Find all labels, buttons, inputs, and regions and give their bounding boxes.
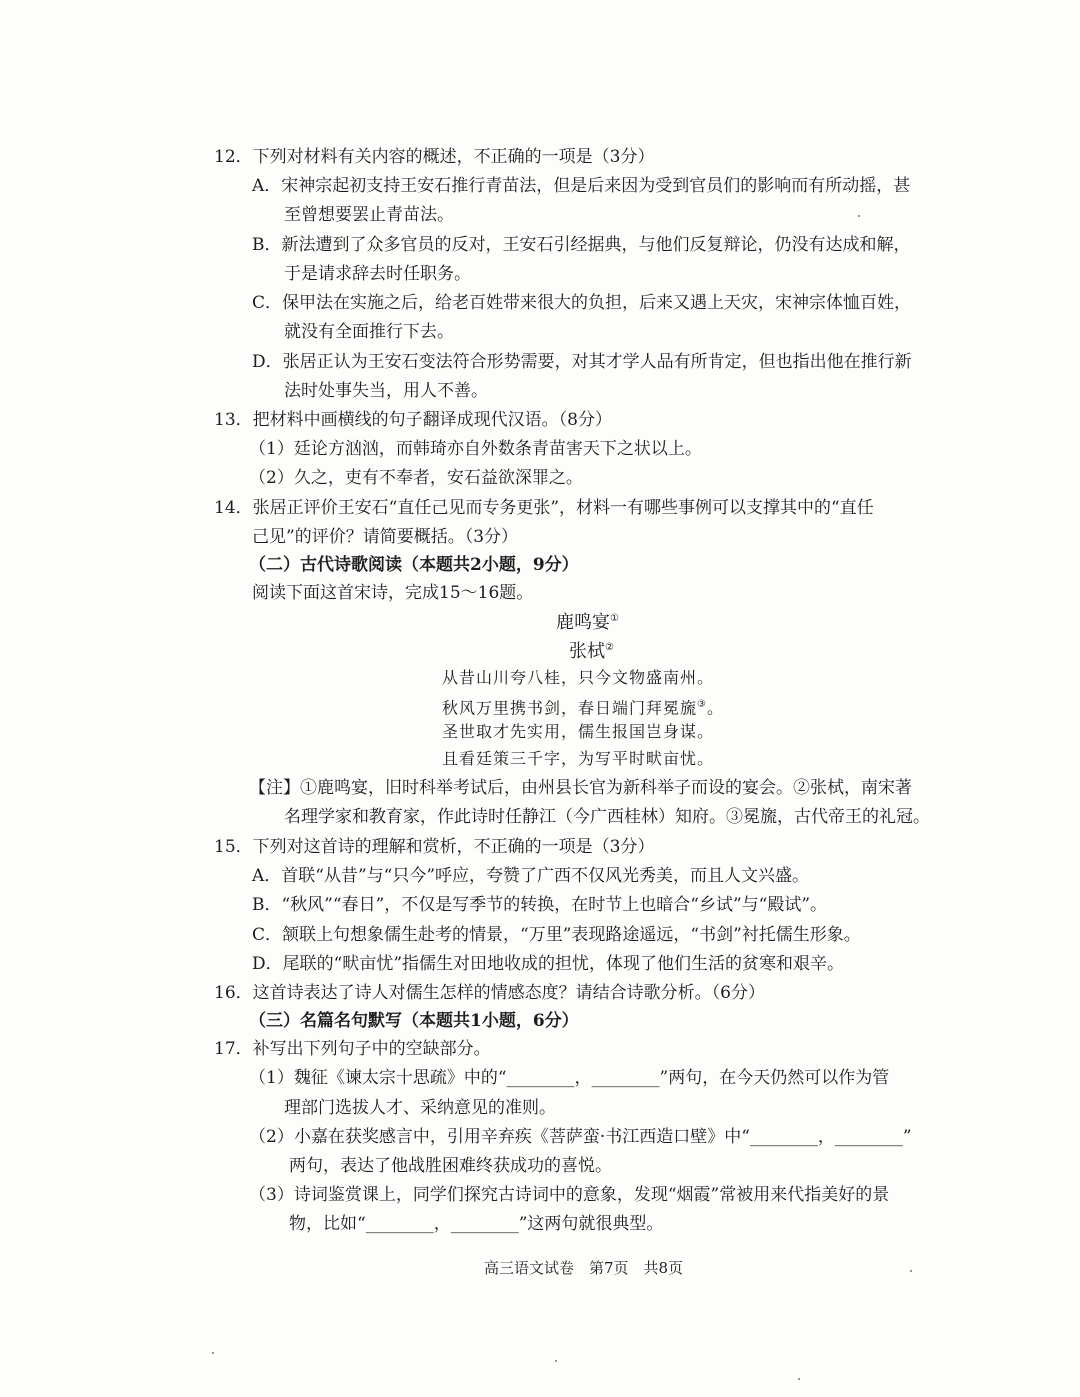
scan-speck xyxy=(798,1378,800,1380)
q12-option-d-cont: 法时处事失当，用人不善。 xyxy=(284,381,488,401)
q12-option-b: B．新法遭到了众多官员的反对，王安石引经据典，与他们反复辩论，仍没有达成和解， xyxy=(252,235,911,255)
q13-sentence-1: （1）廷论方汹汹，而韩琦亦自外数条青苗害天下之状以上。 xyxy=(249,439,702,459)
q15-option-a: A．首联“从昔”与“只今”呼应，夸赞了广西不仅风光秀美，而且人文兴盛。 xyxy=(252,866,810,886)
q14-stem: 14．张居正评价王安石“直任己见而专务更张”，材料一有哪些事例可以支撑其中的“直任 xyxy=(214,498,874,518)
footnote-mark-3: ③ xyxy=(697,699,707,710)
q17-part-1: （1）魏征《谏太宗十思疏》中的“________，________”两句，在今天仍然可以作为管 xyxy=(249,1068,890,1088)
scan-speck xyxy=(555,1360,557,1362)
q17-part-3: （3）诗词鉴赏课上，同学们探究古诗词中的意象，发现“烟霞”常被用来代指美好的景 xyxy=(249,1185,890,1205)
poem-author: 张栻② xyxy=(569,641,614,662)
q13-sentence-2: （2）久之，吏有不奉者，安石益欲深罪之。 xyxy=(249,468,583,488)
q17-part-2-cont: 两句，表达了他战胜困难终获成功的喜悦。 xyxy=(289,1156,612,1176)
poem-title: 鹿鸣宴① xyxy=(556,612,619,633)
q12-option-b-cont: 于是请求辞去时任职务。 xyxy=(284,264,471,284)
q12-option-a: A．宋神宗起初支持王安石推行青苗法，但是后来因为受到官员们的影响而有所动摇，甚 xyxy=(252,176,911,196)
q15-option-d: D．尾联的“畎亩忧”指儒生对田地收成的担忧，体现了他们生活的贫寒和艰辛。 xyxy=(252,954,845,974)
q17-part-1-cont: 理部门选拔人才、采纳意见的准则。 xyxy=(284,1098,556,1118)
scan-speck xyxy=(910,1270,912,1272)
poem-line-4: 且看廷策三千字，为写平时畎亩忧。 xyxy=(442,749,715,768)
q17-part-3-cont: 物，比如“________，________”这两句就很典型。 xyxy=(289,1214,664,1234)
q14-stem-cont: 己见”的评价？请简要概括。（3分） xyxy=(252,527,519,547)
q12-option-d: D．张居正认为王安石变法符合形势需要，对其才学人品有所肯定，但也指出他在推行新 xyxy=(252,352,912,372)
q15-option-b: B．“秋风”“春日”，不仅是写季节的转换，在时节上也暗合“乡试”与“殿试”。 xyxy=(252,895,828,915)
poem-note: 【注】①鹿鸣宴，旧时科举考试后，由州县长官为新科举子而设的宴会。②张栻，南宋著 xyxy=(249,778,912,798)
q12-option-c: C．保甲法在实施之后，给老百姓带来很大的负担，后来又遇上天灾，宋神宗体恤百姓， xyxy=(252,293,912,313)
q15-stem: 15．下列对这首诗的理解和赏析，不正确的一项是（3分） xyxy=(214,837,655,857)
poem-line-3: 圣世取才先实用，儒生报国岂身谋。 xyxy=(442,722,715,741)
section-2-intro: 阅读下面这首宋诗，完成15～16题。 xyxy=(252,583,534,603)
q13-stem: 13．把材料中画横线的句子翻译成现代汉语。（8分） xyxy=(214,410,612,430)
q12-option-c-cont: 就没有全面推行下去。 xyxy=(284,322,454,342)
q12-option-a-cont: 至曾想要罢止青苗法。 xyxy=(284,205,454,225)
poem-line-2: 秋风万里携书剑，春日端门拜冕旒③。 xyxy=(442,698,724,718)
q16-stem: 16．这首诗表达了诗人对儒生怎样的情感态度？请结合诗歌分析。（6分） xyxy=(214,983,765,1003)
scan-speck xyxy=(212,1352,214,1354)
poem-note-cont: 名理学家和教育家，作此诗时任静江（今广西桂林）知府。③冕旒，古代帝王的礼冠。 xyxy=(284,807,930,827)
q17-part-2: （2）小嘉在获奖感言中，引用辛弃疾《菩萨蛮·书江西造口壁》中“________，________” xyxy=(249,1127,912,1147)
scan-speck xyxy=(858,215,860,217)
footnote-mark-1: ① xyxy=(610,613,619,624)
poem-line-1: 从昔山川夸八桂，只今文物盛南州。 xyxy=(442,668,715,687)
section-3-heading: （三）名篇名句默写（本题共1小题，6分） xyxy=(249,1011,579,1031)
q15-option-c: C．颔联上句想象儒生赴考的情景，“万里”表现路途遥远，“书剑”衬托儒生形象。 xyxy=(252,925,861,945)
q12-stem: 12．下列对材料有关内容的概述，不正确的一项是（3分） xyxy=(214,147,655,167)
page-footer: 高三语文试卷 第7页 共8页 xyxy=(484,1259,684,1277)
q17-stem: 17．补写出下列句子中的空缺部分。 xyxy=(214,1039,491,1059)
footnote-mark-2: ② xyxy=(605,642,614,653)
section-2-heading: （二）古代诗歌阅读（本题共2小题，9分） xyxy=(249,555,579,575)
